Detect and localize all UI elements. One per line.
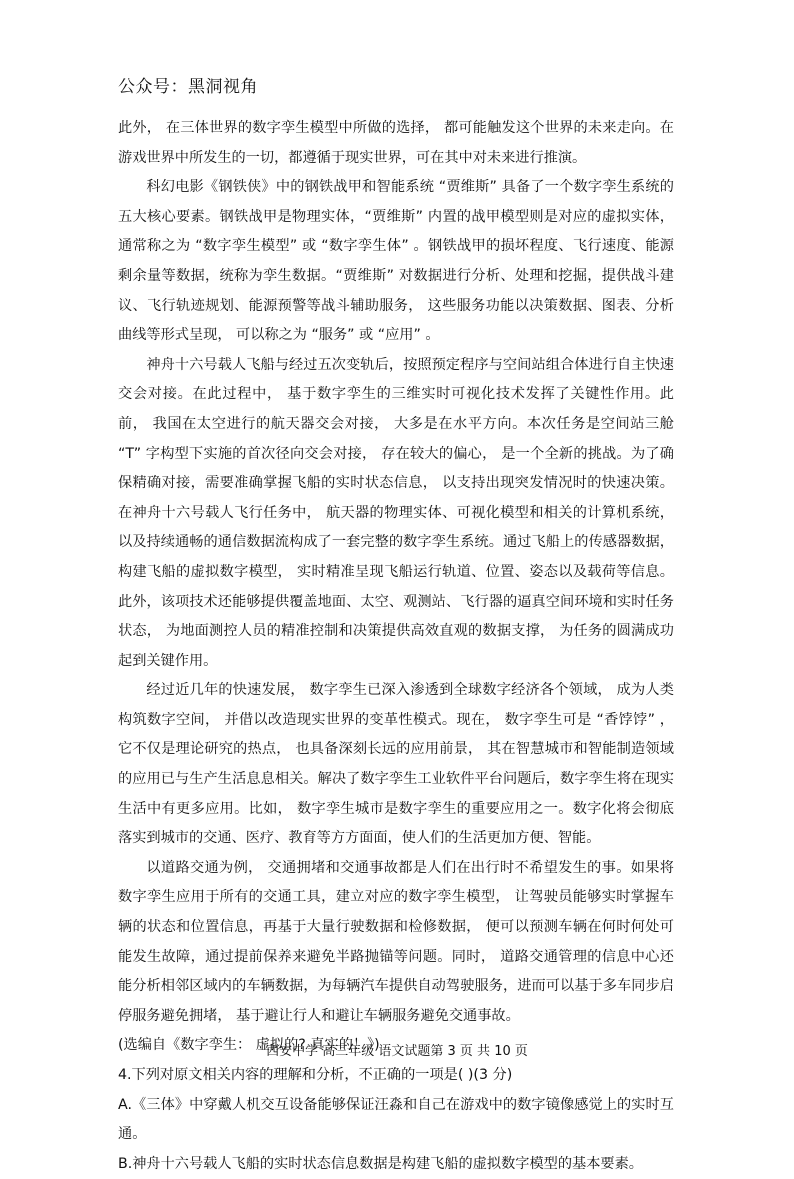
paragraph: 神舟十六号载人飞船与经过五次变轨后，按照预定程序与空间站组合体进行自主快速交会对接。在此过程中， 基于数字孪生的三维实时可视化技术发挥了关键性作用。此前， 我国在太空进行的航天器交会对接， 大多是在水平方向。本次任务是空间站三舱 “T” 字构型下实施的首次径向交会对接， 存在较大的偏心， 是一个全新的挑战。为了确保精确对接，需要准确掌握飞船的实时状态信息， 以支持出现突发情况时的快速决策。在神舟十六号载人飞行任务中， 航天器的物理实体、可视化模型和相关的计算机系统， 以及持续通畅的通信数据流构成了一套完整的数字孪生系统。通过飞船上的传感器数据， 构建飞船的虚拟数字模型， 实时精准呈现飞船运行轨道、位置、姿态以及载荷等信息。此外，该项技术还能够提供覆盖地面、太空、观测站、飞行器的逼真空间环境和实时任务状态， 为地面测控人员的精准控制和决策提供高效直观的数据支撑， 为任务的圆满成功起到关键作用。 bbox=[118, 356, 674, 669]
paragraph: 此外， 在三体世界的数字孪生模型中所做的选择， 都可能触发这个世界的未来走向。在游戏世界中所发生的一切，都遵循于现实世界，可在其中对未来进行推演。 bbox=[118, 120, 674, 166]
page-footer: 西安中学 高三年级 语文试题第 3 页 共 10 页 bbox=[266, 1044, 528, 1059]
page-header: 公众号：黑洞视角 bbox=[118, 77, 258, 97]
paragraph: 科幻电影《钢铁侠》中的钢铁战甲和智能系统 “贾维斯” 具备了一个数字孪生系统的五大核心要素。钢铁战甲是物理实体，“贾维斯” 内置的战甲模型则是对应的虚拟实体， 通常称之为 “数字孪生模型” 或 “数字孪生体” 。钢铁战甲的损坏程度、飞行速度、能源剩余量等数据，统称为孪生数据。“贾维斯” 对数据进行分析、处理和挖掘，提供战斗建议、飞行轨迹规划、能源预警等战斗辅助服务， 这些服务功能以决策数据、图表、分析曲线等形式呈现， 可以称之为 “服务” 或 “应用” 。 bbox=[118, 179, 674, 344]
option-a: A.《三体》中穿戴人机交互设备能够保证汪淼和自己在游戏中的数字镜像感觉上的实时互通。 bbox=[118, 1096, 674, 1143]
option-b: B.神舟十六号载人飞船的实时状态信息数据是构建飞船的虚拟数字模型的基本要素。 bbox=[118, 1155, 643, 1172]
question-stem: 4.下列对原文相关内容的理解和分析，不正确的一项是( )(3 分) bbox=[118, 1067, 513, 1083]
source-note: (选编自《数字孪生： 虚拟的? 真实的！》) bbox=[118, 1037, 380, 1054]
paragraph: 经过近几年的快速发展， 数字孪生已深入渗透到全球数字经济各个领域， 成为人类构筑数字空间， 并借以改造现实世界的变革性模式。现在， 数字孪生可是 “香饽饽” ， 它不仅是理论研究的热点， 也具备深刻长远的应用前景， 其在智慧城市和智能制造领域的应用已与生产生活息息相关。解决了数字孪生工业软件平台问题后，数字孪生将在现实生活中有更多应用。比如， 数字孪生城市是数字孪生的重要应用之一。数字化将会彻底落实到城市的交通、医疗、教育等方方面面，使人们的生活更加方便、智能。 bbox=[118, 682, 674, 847]
article-body bbox=[118, 114, 674, 1179]
paragraph: 以道路交通为例， 交通拥堵和交通事故都是人们在出行时不希望发生的事。如果将数字孪生应用于所有的交通工具，建立对应的数字孪生模型， 让驾驶员能够实时掌握车辆的状态和位置信息，再基于大量行驶数据和检修数据， 便可以预测车辆在何时何处可能发生故障，通过提前保养来避免半路抛锚等问题。同时， 道路交通管理的信息中心还能分析相邻区域内的车辆数据，为每辆汽车提供自动驾驶服务，进而可以基于多车同步启停服务避免拥堵， 基于避让行人和避让车辆服务避免交通事故。 bbox=[118, 859, 674, 1024]
